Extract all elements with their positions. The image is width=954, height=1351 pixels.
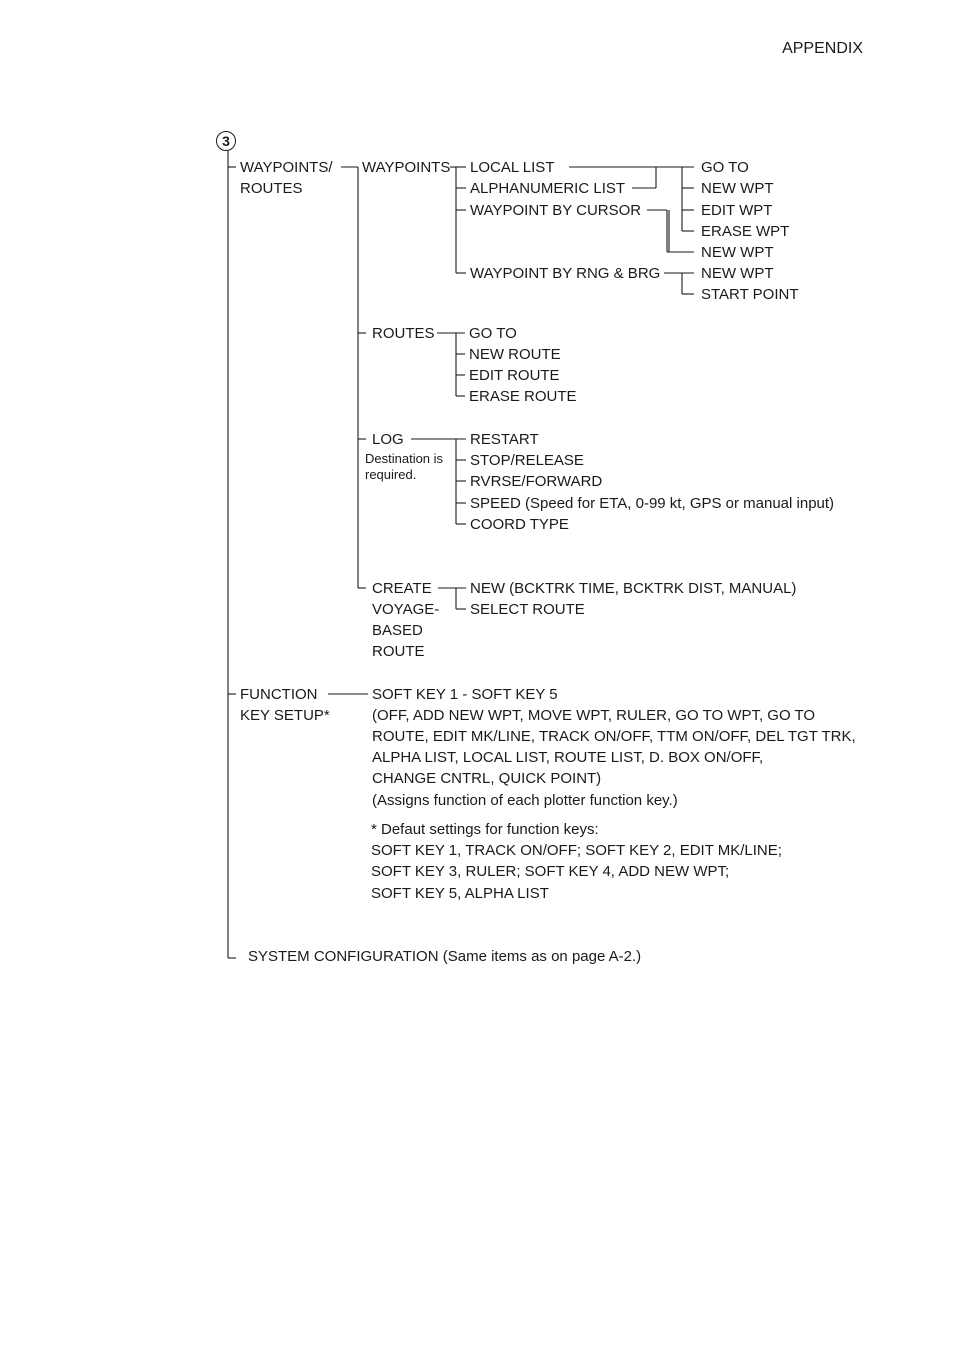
- rng-start-point-label: START POINT: [701, 286, 799, 303]
- system-configuration-label: SYSTEM CONFIGURATION (Same items as on page A-2.): [248, 948, 642, 965]
- list-new-wpt-label: NEW WPT: [701, 180, 774, 197]
- routes-label: ROUTES: [372, 325, 435, 342]
- waypoint-by-cursor-label: WAYPOINT BY CURSOR: [470, 202, 642, 219]
- section-number-marker: 3: [216, 131, 236, 151]
- stop-release-label: STOP/RELEASE: [470, 452, 584, 469]
- create-route-label-line3: BASED: [372, 622, 423, 639]
- list-erase-wpt-label: ERASE WPT: [701, 223, 790, 240]
- create-route-label-line2: VOYAGE-: [372, 601, 440, 618]
- page-header: APPENDIX: [782, 40, 863, 57]
- soft-key-options-line3: ALPHA LIST, LOCAL LIST, ROUTE LIST, D. BOX ON/OFF,: [372, 749, 764, 766]
- soft-key-options-line1: (OFF, ADD NEW WPT, MOVE WPT, RULER, GO TO WPT, GO TO: [372, 707, 816, 724]
- waypoints-routes-label-line2: ROUTES: [240, 180, 303, 197]
- default-settings-line4: SOFT KEY 5, ALPHA LIST: [371, 885, 549, 902]
- log-label: LOG: [372, 431, 404, 448]
- create-route-label-line4: ROUTE: [372, 643, 425, 660]
- waypoints-label: WAYPOINTS: [362, 159, 451, 176]
- alphanumeric-list-label: ALPHANUMERIC LIST: [470, 180, 626, 197]
- rng-new-wpt-label: NEW WPT: [701, 265, 774, 282]
- edit-route-label: EDIT ROUTE: [469, 367, 560, 384]
- new-route-label: NEW ROUTE: [469, 346, 561, 363]
- speed-label: SPEED (Speed for ETA, 0-99 kt, GPS or manual input): [470, 495, 835, 512]
- function-key-setup-line1: FUNCTION: [240, 686, 318, 703]
- log-note-line1: Destination is: [365, 451, 444, 466]
- select-route-label: SELECT ROUTE: [470, 601, 585, 618]
- local-list-label: LOCAL LIST: [470, 159, 555, 176]
- soft-keys-label: SOFT KEY 1 - SOFT KEY 5: [372, 686, 558, 703]
- coord-type-label: COORD TYPE: [470, 516, 569, 533]
- soft-key-options-line2: ROUTE, EDIT MK/LINE, TRACK ON/OFF, TTM ON/OFF, DEL TGT TRK,: [372, 728, 856, 745]
- cursor-new-wpt-label: NEW WPT: [701, 244, 774, 261]
- soft-key-options-line4: CHANGE CNTRL, QUICK POINT): [372, 770, 602, 787]
- list-edit-wpt-label: EDIT WPT: [701, 202, 773, 219]
- restart-label: RESTART: [470, 431, 539, 448]
- list-go-to-label: GO TO: [701, 159, 749, 176]
- create-route-label-line1: CREATE: [372, 580, 432, 597]
- erase-route-label: ERASE ROUTE: [469, 388, 577, 405]
- create-new-label: NEW (BCKTRK TIME, BCKTRK DIST, MANUAL): [470, 580, 797, 597]
- default-settings-line1: * Defaut settings for function keys:: [371, 821, 599, 838]
- waypoints-routes-label-line1: WAYPOINTS/: [240, 159, 333, 176]
- function-key-setup-line2: KEY SETUP*: [240, 707, 330, 724]
- routes-go-to-label: GO TO: [469, 325, 517, 342]
- rvrse-forward-label: RVRSE/FORWARD: [470, 473, 603, 490]
- waypoint-by-rng-brg-label: WAYPOINT BY RNG & BRG: [470, 265, 661, 282]
- log-note-line2: required.: [365, 467, 417, 482]
- soft-key-assign-note: (Assigns function of each plotter function key.): [372, 792, 678, 809]
- default-settings-line3: SOFT KEY 3, RULER; SOFT KEY 4, ADD NEW WPT;: [371, 863, 730, 880]
- default-settings-line2: SOFT KEY 1, TRACK ON/OFF; SOFT KEY 2, EDIT MK/LINE;: [371, 842, 782, 859]
